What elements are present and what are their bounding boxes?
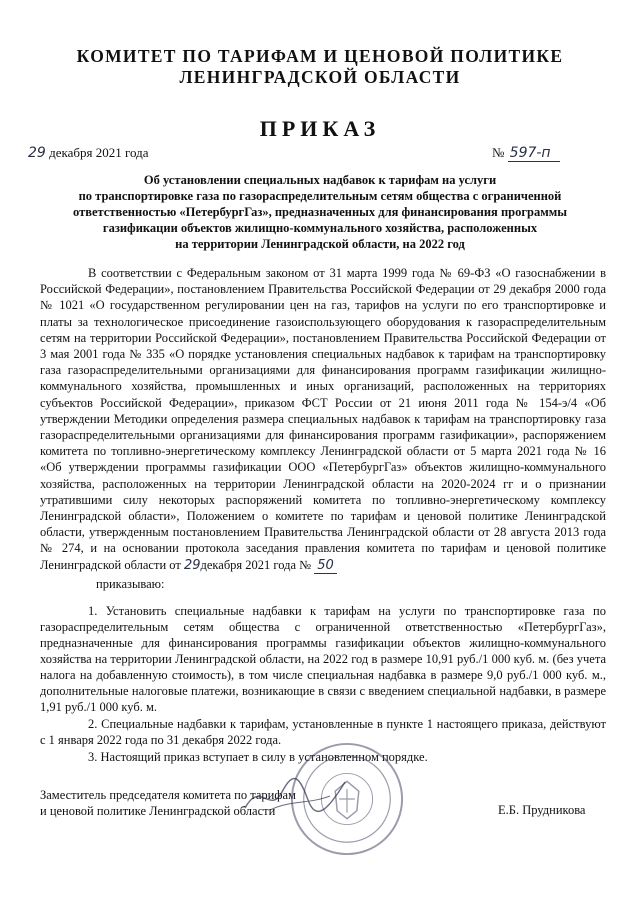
order-item-3: 3. Настоящий приказ вступает в силу в установленном порядке.	[88, 750, 428, 764]
handwritten-number: 597-п	[508, 145, 560, 162]
order-item-1: 1. Установить специальные надбавки к тарифам на услуги по транспортировке газа по газораспределительным сетям общества с ограниченной ответственностью «ПетербургГаз», предназначенные для финансирования программы газификации объектов жилищно-коммунального хозяйства на территории Ленинградской области, на 2022 год в размере 10,91 руб./1 000 куб. м. (без учета налога на добавленную стоимость), в том числе специальная надбавка в размере 9,0 руб./1 000 куб. м., дополнительные налоговые платежи, возникающие в связи с введением специальной надбавки, в размере 1,91 руб./1 000 куб. м.	[40, 604, 606, 714]
preamble	[40, 265, 606, 592]
handwritten-protocol-day: 29	[183, 557, 201, 573]
preamble-text: В соответствии с Федеральным законом от 31 марта 1999 года № 69-ФЗ «О газоснабжении в Российской Федерации», постановлением Правительства Российской Федерации от 29 декабря 2000 года № 1021 «О государственном регулировании цен на газ, тарифов на услуги по его транспортировке и платы за технологическое присоединение газоиспользующего оборудования к газораспределительным сетям на территории Российской Федерации», постановлением Правительства Российской Федерации от 3 мая 2001 года № 335 «О порядке установления специальных надбавок к тарифам на транспортировку газа газораспределительными организациями для финансирования программ газификации жилищно-коммунального хозяйства, промышленных и иных организаций, расположенных на территориях субъектов Российской Федерации», приказом ФСТ России от 21 июня 2011 года № 154-э/4 «Об утверждении Методики определения размера специальных надбавок к тарифам на транспортировку газа газораспределительными организациями для финансирования программ газификации», распоряжением комитета по топливно-энергетическому комплексу Ленинградской области от 5 марта 2021 года № 16 «Об утверждении программы газификации ООО «ПетербургГаз» объектов жилищно-коммунального хозяйства, расположенных на территории Ленинградской области на 2020-2024 гг и о признании утратившими силу некоторых распоряжений комитета по топливно-энергетическому комплексу Ленинградской области», Положением о комитете по тарифам и ценовой политике Ленинградской области, утвержденным постановлением Правительства Ленинградской области от 28 августа 2013 года № 274, и на основании протокола заседания правления комитета по тарифам и ценовой политике Ленинградской области от	[40, 266, 606, 572]
document-subject	[30, 172, 610, 252]
subject-line: по транспортировке газа по газораспределительным сетям общества с ограниченной	[78, 189, 562, 203]
subject-line: газификации объектов жилищно-коммунального хозяйства, расположенных	[102, 221, 538, 235]
document-type: ПРИКАЗ	[259, 116, 381, 141]
protocol-date-text: декабря 2021 года №	[200, 557, 312, 572]
preamble-paragraph	[40, 265, 606, 574]
document-date	[28, 145, 148, 161]
order-item-2: 2. Специальные надбавки к тарифам, установленные в пункте 1 настоящего приказа, действуют с 1 января 2022 года по 31 декабря 2022 года.	[40, 717, 606, 747]
committee-name-line2: ЛЕНИНГРАДСКОЙ ОБЛАСТИ	[179, 67, 461, 87]
document-number	[492, 145, 560, 162]
signature-position-line2: и ценовой политике Ленинградской области	[40, 804, 276, 818]
signature-position-line1: Заместитель председателя комитета по тарифам	[40, 788, 296, 802]
signatory-name: Е.Б. Прудникова	[498, 803, 586, 817]
orders-word: приказываю:	[96, 576, 165, 591]
committee-name-line1: КОМИТЕТ ПО ТАРИФАМ И ЦЕНОВОЙ ПОЛИТИКЕ	[76, 46, 564, 66]
subject-line: на территории Ленинградской области, на 2022 год	[175, 237, 465, 251]
subject-line: Об установлении специальных надбавок к тарифам на услуги	[143, 173, 497, 187]
handwritten-signature-icon	[240, 770, 350, 820]
number-prefix: №	[492, 145, 505, 160]
handwritten-protocol-number: 50	[314, 558, 337, 574]
subject-line: ответственностью «ПетербургГаз», предназначенных для финансирования программы	[72, 205, 568, 219]
date-text: декабря 2021 года	[45, 145, 149, 160]
handwritten-date-day: 29	[28, 145, 46, 161]
committee-header	[0, 46, 640, 88]
